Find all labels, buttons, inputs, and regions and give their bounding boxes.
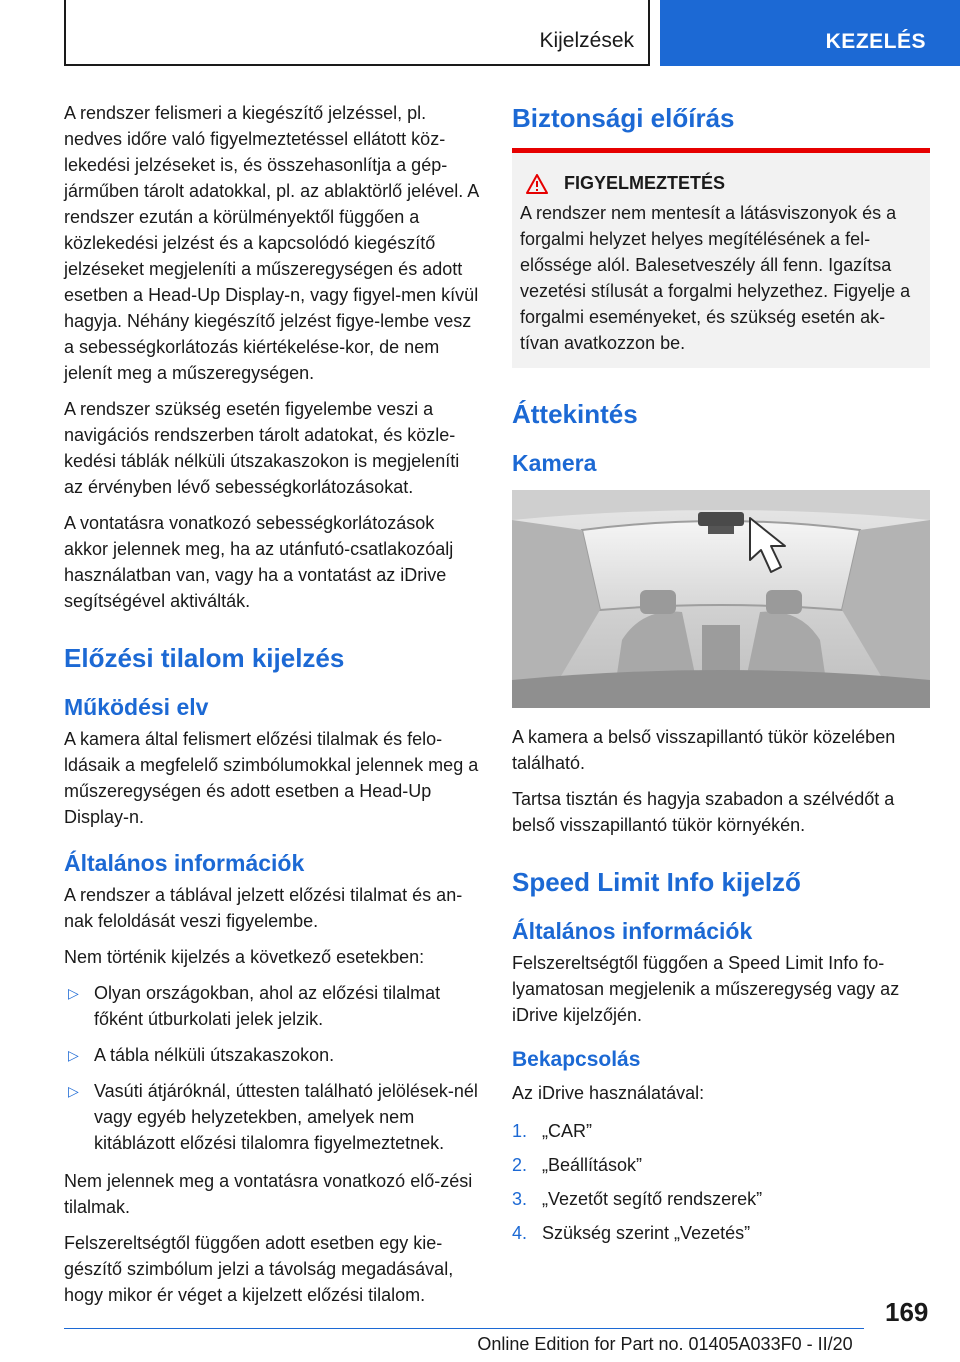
header-section-box [64, 0, 650, 66]
paragraph: Felszereltségtől függően adott esetben egy kie-gészítő szimbólum jelzi a távolság megadásával, hogy mikor ér véget a kijelzett előzési tilalom. [64, 1233, 454, 1305]
paragraph: Nem történik kijelzés a következő esetekben: [64, 947, 425, 967]
list-item-text: A tábla nélküli útszakaszokon. [94, 1045, 335, 1065]
step-text: „Vezetőt segítő rendszerek” [542, 1189, 763, 1209]
step-number: 1. [512, 1121, 528, 1141]
list-item [64, 1078, 482, 1156]
paragraph: Tartsa tisztán és hagyja szabadon a szélvédőt a belső visszapillantó tükör környékén. [512, 789, 895, 835]
steps-list [512, 1118, 930, 1246]
warning-box [512, 148, 930, 368]
warning-header [526, 173, 922, 194]
heading-general-info: Általános információk [64, 850, 305, 876]
bullet-list [64, 980, 482, 1156]
triangle-bullet-icon: ▷ [68, 1083, 79, 1099]
heading-overview: Áttekintés [512, 399, 638, 429]
heading-activation: Bekapcsolás [512, 1048, 641, 1071]
heading-safety: Biztonsági előírás [512, 103, 735, 133]
heading-speed-limit-info: Speed Limit Info kijelző [512, 867, 801, 897]
heading-principle: Működési elv [64, 694, 209, 720]
paragraph: A vontatásra vonatkozó sebességkorlátozások akkor jelennek meg, ha az utánfutó-csatlakozóalj használatban van, vagy ha a vontatást az iDrive segítségével aktiválták. [64, 513, 454, 611]
step-number: 4. [512, 1223, 528, 1243]
list-item-text: Vasúti átjáróknál, úttesten található jelölések-nél vagy egyéb helyzetekben, amelyek nem kitáblázott előzési tilalomra figyelmeztetnek. [94, 1081, 478, 1153]
header-chapter-label: KEZELÉS [825, 30, 926, 53]
footer-divider [64, 1328, 864, 1329]
triangle-bullet-icon: ▷ [68, 1047, 79, 1063]
step-item [512, 1118, 930, 1144]
warning-text: A rendszer nem mentesít a látásviszonyok és a forgalmi helyzet helyes megítélésének a fel-előssége alól. Balesetveszély áll fenn. Igazítsa vezetési stílusát a forgalmi helyzethez. Figyelje a forgalmi eseményeket, és szükség esetén ak-tívan avatkozzon be. [520, 203, 911, 353]
warning-triangle-icon [526, 174, 548, 194]
paragraph: A kamera által felismert előzési tilalmak és felo-ldásaik a megfelelő szimbólumokkal jelennek meg a műszeregységen és adott esetben a Head-Up Display-n. [64, 729, 479, 827]
header-section-title: Kijelzések [539, 29, 634, 52]
warning-title: FIGYELMEZTETÉS [564, 173, 726, 193]
list-item-text: Olyan országokban, ahol az előzési tilalmat főként útburkolati jelek jelzik. [94, 983, 441, 1029]
heading-overtaking-display: Előzési tilalom kijelzés [64, 643, 345, 673]
step-number: 3. [512, 1189, 528, 1209]
footer-edition: Online Edition for Part no. 01405A033F0 - II/20 [477, 1334, 853, 1354]
left-column [64, 100, 482, 1318]
step-item [512, 1220, 930, 1246]
step-text: Szükség szerint „Vezetés” [542, 1223, 751, 1243]
page-number: 169 [885, 1297, 929, 1327]
step-item [512, 1186, 930, 1212]
header-chapter-tab [660, 0, 960, 66]
step-text: „Beállítások” [542, 1155, 643, 1175]
heading-camera: Kamera [512, 450, 597, 476]
paragraph: A rendszer felismeri a kiegészítő jelzéssel, pl. nedves időre való figyelmeztetéssel ellátott köz-lekedési jelzéseket is, és összehasonlítja a gép-járműben tárolt adatokkal, pl. az ablaktörlő jelével. A rendszer ezután a körülményektől függően a közlekedési jelzést és a kapcsolódó kiegészítő jelzéseket megjeleníti a műszeregységen és adott esetben a Head-Up Display-n, vagy figyel-men kívül hagyja. Néhány kiegészítő jelzést figye-lembe vesz a sebességkorlátozás kiértékelése-kor, de nem jelenít meg a műszeregységen. [64, 103, 479, 383]
step-number: 2. [512, 1155, 528, 1175]
right-column [512, 100, 930, 1258]
paragraph: A rendszer a táblával jelzett előzési tilalmat és an-nak feloldását veszi figyelembe. [64, 885, 463, 931]
paragraph: Felszereltségtől függően a Speed Limit Info fo-lyamatosan megjelenik a műszeregység vagy az iDrive kijelzőjén. [512, 953, 900, 1025]
paragraph: Nem jelennek meg a vontatásra vonatkozó elő-zési tilalmak. [64, 1171, 473, 1217]
list-item [64, 1042, 482, 1068]
step-text: „CAR” [542, 1121, 592, 1141]
step-item [512, 1152, 930, 1178]
camera-location-image [512, 490, 930, 708]
triangle-bullet-icon: ▷ [68, 985, 79, 1001]
heading-general-info-right: Általános információk [512, 918, 753, 944]
list-item [64, 980, 482, 1032]
paragraph: A kamera a belső visszapillantó tükör közelében található. [512, 727, 896, 773]
paragraph: Az iDrive használatával: [512, 1083, 705, 1103]
paragraph: A rendszer szükség esetén figyelembe veszi a navigációs rendszerben tárolt adatokat, és közle-kedési táblák nélküli útszakaszokon is megjeleníti az érvényben lévő sebességkorlátozásokat. [64, 399, 460, 497]
